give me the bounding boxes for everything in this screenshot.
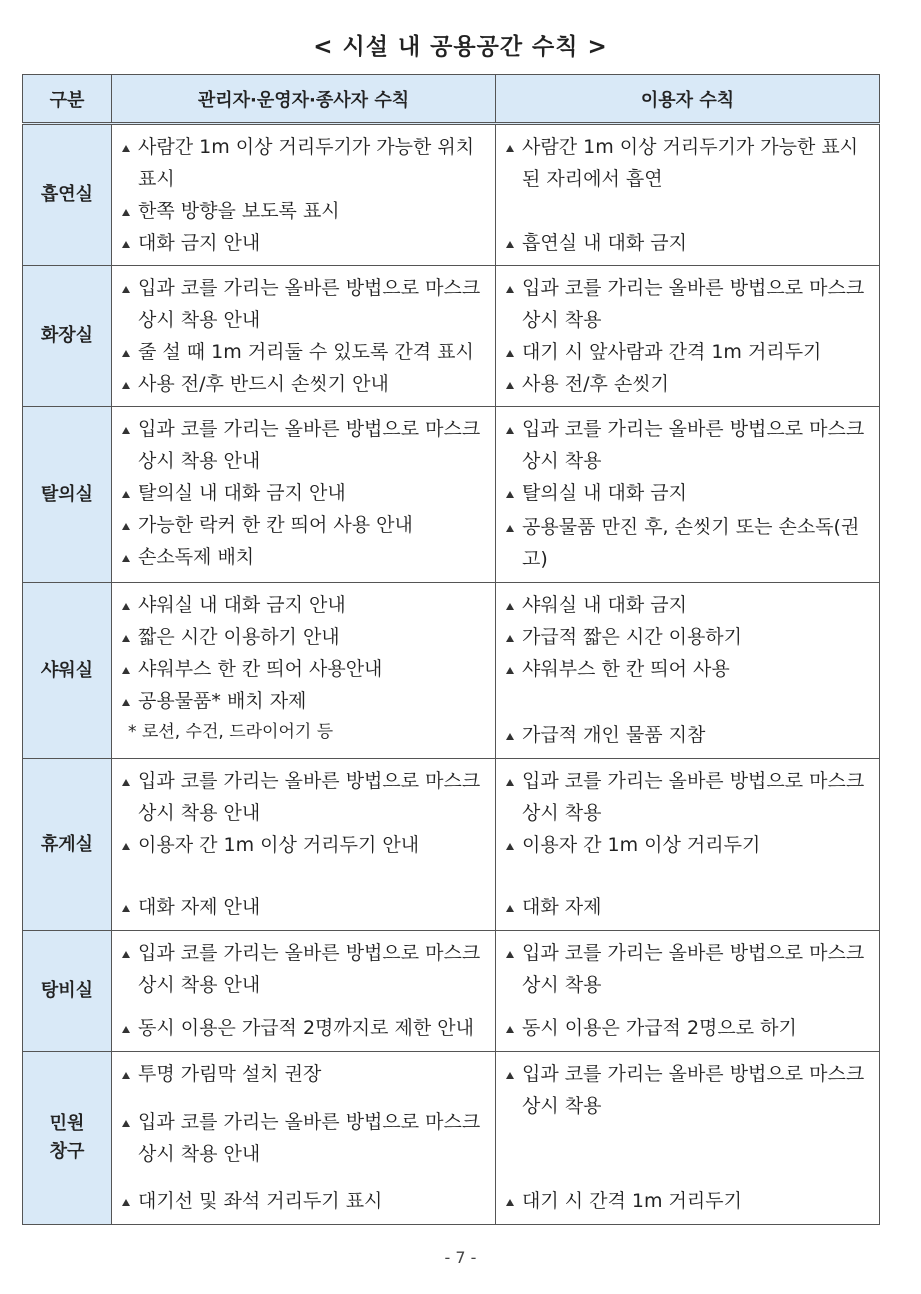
rule-text: 대기선 및 좌석 거리두기 표시 xyxy=(138,1190,383,1212)
rule-text: 손소독제 배치 xyxy=(138,546,255,568)
rule-text: 사람간 1m 이상 거리두기가 가능한 위치 표시 xyxy=(138,136,475,190)
list-item xyxy=(118,1185,489,1217)
list-item xyxy=(118,589,489,621)
list-item xyxy=(502,272,873,336)
list-item xyxy=(502,227,873,259)
rule-text: 이용자 간 1m 이상 거리두기 xyxy=(522,834,761,856)
triangle-bullet-icon xyxy=(122,382,130,389)
triangle-bullet-icon xyxy=(506,382,514,389)
manager-rules-cell xyxy=(112,407,496,583)
triangle-bullet-icon xyxy=(122,523,130,530)
triangle-bullet-icon xyxy=(122,286,130,293)
table-row xyxy=(23,759,880,931)
user-rules-cell xyxy=(496,759,880,931)
rule-text: 입과 코를 가리는 올바른 방법으로 마스크 상시 착용 xyxy=(522,942,865,996)
category-cell: 민원 창구 xyxy=(23,1052,112,1225)
triangle-bullet-icon xyxy=(506,667,514,674)
triangle-bullet-icon xyxy=(122,491,130,498)
triangle-bullet-icon xyxy=(122,1072,130,1079)
rule-text: 샤워실 내 대화 금지 안내 xyxy=(138,594,346,616)
triangle-bullet-icon xyxy=(122,603,130,610)
manager-rules-cell xyxy=(112,1052,496,1225)
triangle-bullet-icon xyxy=(122,667,130,674)
rule-text: 대기 시 간격 1m 거리두기 xyxy=(522,1190,742,1212)
category-cell: 탕비실 xyxy=(23,931,112,1052)
triangle-bullet-icon xyxy=(122,241,130,248)
page-number: - 7 - xyxy=(444,1248,477,1267)
user-rules-cell xyxy=(496,1052,880,1225)
rule-text: 한쪽 방향을 보도록 표시 xyxy=(138,200,340,222)
triangle-bullet-icon xyxy=(122,1026,130,1033)
manager-rules-cell xyxy=(112,583,496,759)
triangle-bullet-icon xyxy=(122,145,130,152)
triangle-bullet-icon xyxy=(122,779,130,786)
list-item xyxy=(502,368,873,400)
manager-rules-cell xyxy=(112,266,496,407)
triangle-bullet-icon xyxy=(506,350,514,357)
list-item xyxy=(118,937,489,1001)
list-item xyxy=(502,1185,873,1217)
triangle-bullet-icon xyxy=(506,286,514,293)
rule-text: 입과 코를 가리는 올바른 방법으로 마스크 상시 착용 안내 xyxy=(138,1110,481,1165)
rule-text: 대화 자제 안내 xyxy=(138,896,261,918)
list-item xyxy=(502,653,873,685)
triangle-bullet-icon xyxy=(506,635,514,642)
triangle-bullet-icon xyxy=(506,427,514,434)
list-item xyxy=(118,195,489,227)
category-cell: 휴게실 xyxy=(23,759,112,931)
rule-text: 입과 코를 가리는 올바른 방법으로 마스크 상시 착용 xyxy=(522,1063,865,1117)
list-item xyxy=(118,1012,489,1044)
table-row xyxy=(23,124,880,266)
list-item xyxy=(502,829,873,861)
list-item xyxy=(118,368,489,400)
category-cell: 화장실 xyxy=(23,266,112,407)
list-item xyxy=(502,413,873,477)
rule-text: 탈의실 내 대화 금지 xyxy=(522,482,687,504)
triangle-bullet-icon xyxy=(122,427,130,434)
user-rules-cell xyxy=(496,266,880,407)
rule-text: 탈의실 내 대화 금지 안내 xyxy=(138,482,346,504)
rule-text: 대화 금지 안내 xyxy=(138,232,261,254)
rule-text: 이용자 간 1m 이상 거리두기 안내 xyxy=(138,834,420,856)
list-item xyxy=(118,891,489,923)
triangle-bullet-icon xyxy=(506,733,514,740)
list-item xyxy=(118,541,489,573)
rule-text: 입과 코를 가리는 올바른 방법으로 마스크 상시 착용 안내 xyxy=(138,770,481,824)
list-item xyxy=(502,719,873,751)
triangle-bullet-icon xyxy=(506,779,514,786)
triangle-bullet-icon xyxy=(122,905,130,912)
list-item xyxy=(118,829,489,861)
list-item xyxy=(502,1058,873,1122)
category-cell: 샤워실 xyxy=(23,583,112,759)
list-item xyxy=(118,336,489,368)
list-item xyxy=(118,413,489,477)
user-rules-cell xyxy=(496,407,880,583)
rule-text: 동시 이용은 가급적 2명으로 하기 xyxy=(522,1017,797,1039)
header-manager-rules: 관리자·운영자·종사자 수칙 xyxy=(112,75,496,124)
triangle-bullet-icon xyxy=(122,1199,130,1206)
list-item xyxy=(118,621,489,653)
rule-text: 대기 시 앞사람과 간격 1m 거리두기 xyxy=(522,341,822,363)
table-row xyxy=(23,931,880,1052)
rule-text: 사용 전/후 반드시 손씻기 안내 xyxy=(138,373,389,395)
list-item xyxy=(502,1012,873,1044)
table-row xyxy=(23,407,880,583)
triangle-bullet-icon xyxy=(506,1072,514,1079)
rule-text: 공용물품* 배치 자제 xyxy=(138,690,307,712)
triangle-bullet-icon xyxy=(122,843,130,850)
rule-text: 줄 설 때 1m 거리둘 수 있도록 간격 표시 xyxy=(138,341,474,363)
list-item xyxy=(118,653,489,685)
header-category: 구분 xyxy=(23,75,112,124)
triangle-bullet-icon xyxy=(506,905,514,912)
triangle-bullet-icon xyxy=(122,699,130,706)
list-item xyxy=(118,1106,489,1170)
list-item xyxy=(502,477,873,509)
table-header-row xyxy=(23,75,880,124)
rule-text: 샤워부스 한 칸 띄어 사용 xyxy=(522,658,730,680)
rule-text: 입과 코를 가리는 올바른 방법으로 마스크 상시 착용 안내 xyxy=(138,942,481,996)
list-item xyxy=(502,511,873,575)
triangle-bullet-icon xyxy=(122,1120,130,1127)
rule-text: 입과 코를 가리는 올바른 방법으로 마스크 상시 착용 안내 xyxy=(138,277,481,331)
rule-text: 사람간 1m 이상 거리두기가 가능한 표시된 자리에서 흡연 xyxy=(522,136,859,190)
rule-text: 대화 자제 xyxy=(522,896,602,918)
list-item xyxy=(502,621,873,653)
manager-rules-cell xyxy=(112,759,496,931)
list-item xyxy=(118,227,489,259)
triangle-bullet-icon xyxy=(122,555,130,562)
list-item xyxy=(118,477,489,509)
manager-rules-cell xyxy=(112,124,496,266)
rule-text: 동시 이용은 가급적 2명까지로 제한 안내 xyxy=(138,1017,474,1039)
list-item xyxy=(118,765,489,829)
triangle-bullet-icon xyxy=(122,635,130,642)
list-item xyxy=(502,765,873,829)
list-item xyxy=(502,891,873,923)
rule-text: 가능한 락커 한 칸 띄어 사용 안내 xyxy=(138,514,413,536)
triangle-bullet-icon xyxy=(506,603,514,610)
user-rules-cell xyxy=(496,583,880,759)
user-rules-cell xyxy=(496,931,880,1052)
list-item xyxy=(118,272,489,336)
triangle-bullet-icon xyxy=(122,951,130,958)
triangle-bullet-icon xyxy=(122,350,130,357)
rule-text: 입과 코를 가리는 올바른 방법으로 마스크 상시 착용 안내 xyxy=(138,418,481,472)
category-cell: 흡연실 xyxy=(23,124,112,266)
list-item xyxy=(502,589,873,621)
triangle-bullet-icon xyxy=(506,241,514,248)
triangle-bullet-icon xyxy=(506,1199,514,1206)
list-item xyxy=(118,685,489,717)
rule-text: 입과 코를 가리는 올바른 방법으로 마스크 상시 착용 xyxy=(522,418,865,472)
triangle-bullet-icon xyxy=(122,209,130,216)
user-rules-cell xyxy=(496,124,880,266)
triangle-bullet-icon xyxy=(506,843,514,850)
list-item xyxy=(502,131,873,195)
page-title: < 시설 내 공용공간 수칙 > xyxy=(313,34,608,60)
rules-table xyxy=(22,74,880,1225)
rule-text: 흡연실 내 대화 금지 xyxy=(522,232,687,254)
triangle-bullet-icon xyxy=(506,1026,514,1033)
rule-text: 짧은 시간 이용하기 안내 xyxy=(138,626,340,648)
rule-text: 공용물품 만진 후, 손씻기 또는 손소독(권고) xyxy=(522,516,860,570)
list-item xyxy=(118,509,489,541)
manager-rules-cell xyxy=(112,931,496,1052)
rule-text: 입과 코를 가리는 올바른 방법으로 마스크 상시 착용 xyxy=(522,277,865,331)
triangle-bullet-icon xyxy=(506,491,514,498)
list-item xyxy=(118,1058,489,1090)
table-row xyxy=(23,583,880,759)
rule-text: 가급적 개인 물품 지참 xyxy=(522,724,706,746)
list-item xyxy=(502,336,873,368)
table-row xyxy=(23,1052,880,1225)
triangle-bullet-icon xyxy=(506,145,514,152)
triangle-bullet-icon xyxy=(506,951,514,958)
header-user-rules: 이용자 수칙 xyxy=(496,75,880,124)
list-item xyxy=(502,937,873,1001)
list-item xyxy=(118,131,489,195)
rule-text: 샤워실 내 대화 금지 xyxy=(522,594,687,616)
category-cell: 탈의실 xyxy=(23,407,112,583)
rule-text: 사용 전/후 손씻기 xyxy=(522,373,669,395)
footnote: * 로션, 수건, 드라이어기 등 xyxy=(128,722,334,742)
rule-text: 가급적 짧은 시간 이용하기 xyxy=(522,626,743,648)
rule-text: 입과 코를 가리는 올바른 방법으로 마스크 상시 착용 xyxy=(522,770,865,824)
rule-text: 투명 가림막 설치 권장 xyxy=(138,1063,322,1085)
rule-text: 샤워부스 한 칸 띄어 사용안내 xyxy=(138,658,383,680)
triangle-bullet-icon xyxy=(506,525,514,532)
table-row xyxy=(23,266,880,407)
